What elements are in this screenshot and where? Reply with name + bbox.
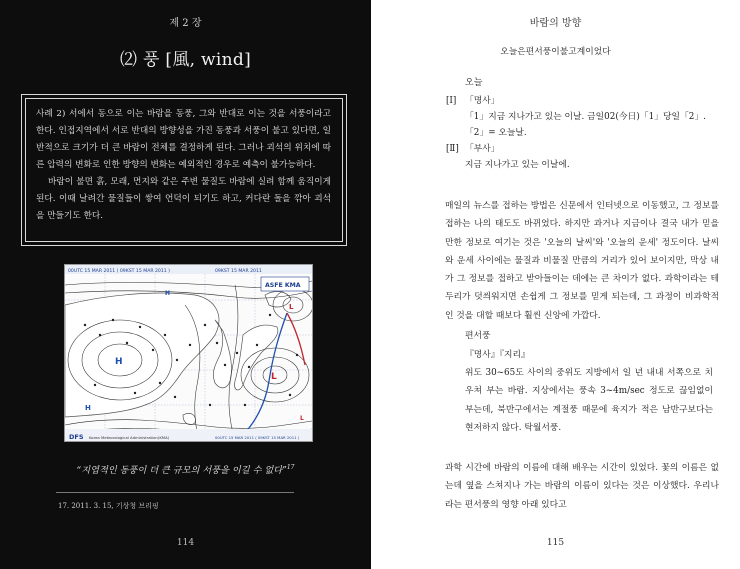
- dictionary-sense-2-definition: 지금 지나가고 있는 이날에.: [465, 160, 570, 170]
- body-paragraph-1: 매일의 뉴스를 접하는 방법은 신문에서 인터넷으로 이동했고, 그 정보를 접하는 나의 태도도 바뀌었다. 하지만 과거나 지금이나 결국 내가 믿을 만한 정보로 여기는 것은 '오늘의 날씨'와 '오늘의 운세' 정도이다. 날씨와 운세 사이에는 물질과 비물질 만큼의 거리가 있어 보이지만, 막상 내가 그 정보를 접하고 받아들이는 데에는 큰 차이가 없다. 과학이라는 테두리가 덧씌워지면 손쉽게 그 정보를 믿게 되는데, 그 과정이 비과학적인 것을 대할 때보다 훨씬 신앙에 가깝다.: [445, 201, 719, 321]
- figure-caption-ref: 17: [286, 463, 295, 471]
- chapter-running-head: 제 2 장: [169, 18, 202, 29]
- figure-caption: [0, 462, 371, 476]
- definition-term: 편서풍: [465, 331, 491, 341]
- example-box: [21, 94, 347, 246]
- headline: 오늘은편서풍이불고계이었다: [500, 47, 611, 57]
- dictionary-sense-2-pos: 「부사」: [465, 144, 500, 154]
- page-number-left: 114: [176, 538, 195, 548]
- figure-caption-text: “지엽적인 동풍이 더 큰 규모의 서풍을 이길 수 없다”: [76, 465, 287, 476]
- weather-map-figure: [64, 264, 313, 442]
- dictionary-sense-1-definition: 「1」지금 지나가고 있는 이날. 금일02(今日)「1」당일「2」.: [465, 112, 706, 122]
- map-footer-time: 00UTC 15 MAR 2011 ( 09KST 15 MAR 2011 ): [215, 435, 300, 440]
- body-paragraph-2: 과학 시간에 바람의 이름에 대해 배우는 시간이 있었다. 꽃의 이름은 없는데 옆을 스쳐지나 가는 바람의 이름이 있다는 것은 이상했다. 우리나라는 편서풍의 영향 아래 있다고: [445, 463, 719, 510]
- footnote-divider: [56, 492, 294, 493]
- dictionary-sense-1-marker: [Ⅰ]: [446, 96, 457, 106]
- dictionary-sense-1-pos: 「명사」: [465, 96, 500, 106]
- pressure-label-high-1: H: [115, 357, 123, 367]
- pressure-label-low-3: L: [300, 415, 304, 422]
- definition-category: 『명사』『지리』: [465, 350, 530, 360]
- page-number-right: 115: [546, 538, 565, 548]
- example-paragraph-1: 사례 2) 서에서 동으로 이는 바람을 동풍, 그와 반대로 이는 것을 서풍이라고 한다. 인접지역에서 서로 반대의 방향성을 가진 동풍과 서풍이 불고 있다면, 일반적으로 크기가 더 큰 바람이 전체를 결정하게 된다. 그러나 괴석의 위치에 따른 압력의 변화로 인한 방향의 변화는 예외적인 경우로 예측이 불가능하다.: [36, 109, 331, 170]
- pressure-label-low-2: L: [289, 303, 294, 311]
- kma-logo-text: ASFE KMA: [265, 282, 301, 289]
- map-footer-agency: Korea Meteorological Administration(KMA): [89, 435, 170, 440]
- section-running-head: 바람의 방향: [529, 18, 582, 29]
- right-page: [371, 0, 740, 569]
- pressure-label-high-3: H: [165, 290, 171, 297]
- map-header-left: 00UTC 15 MAR 2011 ( 09KST 15 MAR 2011 ): [68, 269, 170, 274]
- dictionary-headword: 오늘: [465, 78, 483, 88]
- example-paragraph-2: 바람이 불면 흙, 모래, 먼지와 같은 주변 물질도 바람에 실려 함께 움직이게 된다. 이때 날려간 물질들이 쌓여 언덕이 되기도 하고, 커다란 돌을 깎아 괴석을 만들기도 한다.: [36, 177, 331, 221]
- map-footer-dfs: DFS: [69, 433, 84, 441]
- example-box-inner: [25, 98, 343, 242]
- dictionary-sense-2-marker: [Ⅱ]: [446, 144, 459, 154]
- map-header-right: 09KST 15 MAR 2011: [215, 269, 262, 274]
- pressure-label-low-1: L: [271, 372, 277, 382]
- footnote: 17. 2011. 3. 15, 기상청 브리핑: [58, 502, 159, 510]
- pressure-label-high-2: H: [85, 404, 91, 412]
- dictionary-sense-1-sub: 「2」= 오늘날.: [465, 128, 527, 138]
- definition-body: 위도 30~65도 사이의 중위도 지방에서 일 년 내내 서쪽으로 치우쳐 부는 바람. 지상에서는 풍속 3~4m/sec 정도로 끊임없이 부는데, 북반구에서는 계절풍 때문에 육지가 적은 남반구보다는 현저하지 않다. 탁월서풍.: [465, 368, 713, 433]
- weather-map-svg: [65, 265, 312, 441]
- section-title: ⑵ 풍 [風, wind]: [119, 50, 252, 70]
